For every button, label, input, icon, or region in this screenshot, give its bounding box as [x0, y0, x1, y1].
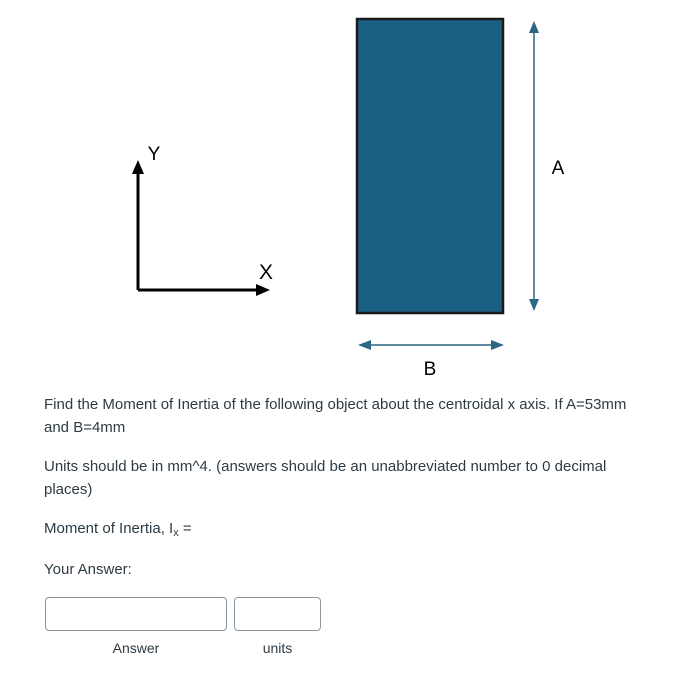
- rectangle-cross-section: [357, 19, 503, 313]
- answer-input[interactable]: [45, 597, 227, 631]
- question-text: Find the Moment of Inertia of the following object about the centroidal x axis. If A=53mm and B=4mm: [44, 396, 627, 436]
- units-caption: units: [262, 640, 293, 656]
- dimension-a-top-arrowhead: [529, 21, 539, 33]
- moment-label-text: Moment of Inertia, I: [44, 520, 174, 537]
- moment-label-subscript: x: [173, 527, 179, 539]
- x-axis-arrowhead: [256, 284, 270, 296]
- your-answer-label: Your Answer:: [44, 561, 132, 578]
- dimension-a-bottom-arrowhead: [529, 299, 539, 311]
- units-instruction-text: Units should be in mm^4. (answers should be an unabbreviated number to 0 decimal places): [44, 458, 607, 498]
- coordinate-axes: [132, 144, 273, 296]
- dimension-b-right-arrowhead: [491, 340, 504, 350]
- y-axis-arrowhead: [132, 160, 144, 174]
- dimension-b-left-arrowhead: [358, 340, 371, 350]
- dimension-b-label: B: [423, 359, 437, 380]
- dimension-a-label: A: [551, 158, 565, 179]
- moment-label-equals: =: [178, 520, 192, 537]
- answer-caption: Answer: [112, 640, 160, 656]
- units-input[interactable]: [234, 597, 321, 631]
- x-axis-label: X: [258, 261, 274, 284]
- dimension-a: [529, 21, 565, 311]
- y-axis-label: Y: [147, 144, 161, 165]
- moment-of-inertia-label: [44, 518, 192, 544]
- dimension-b: [358, 340, 504, 380]
